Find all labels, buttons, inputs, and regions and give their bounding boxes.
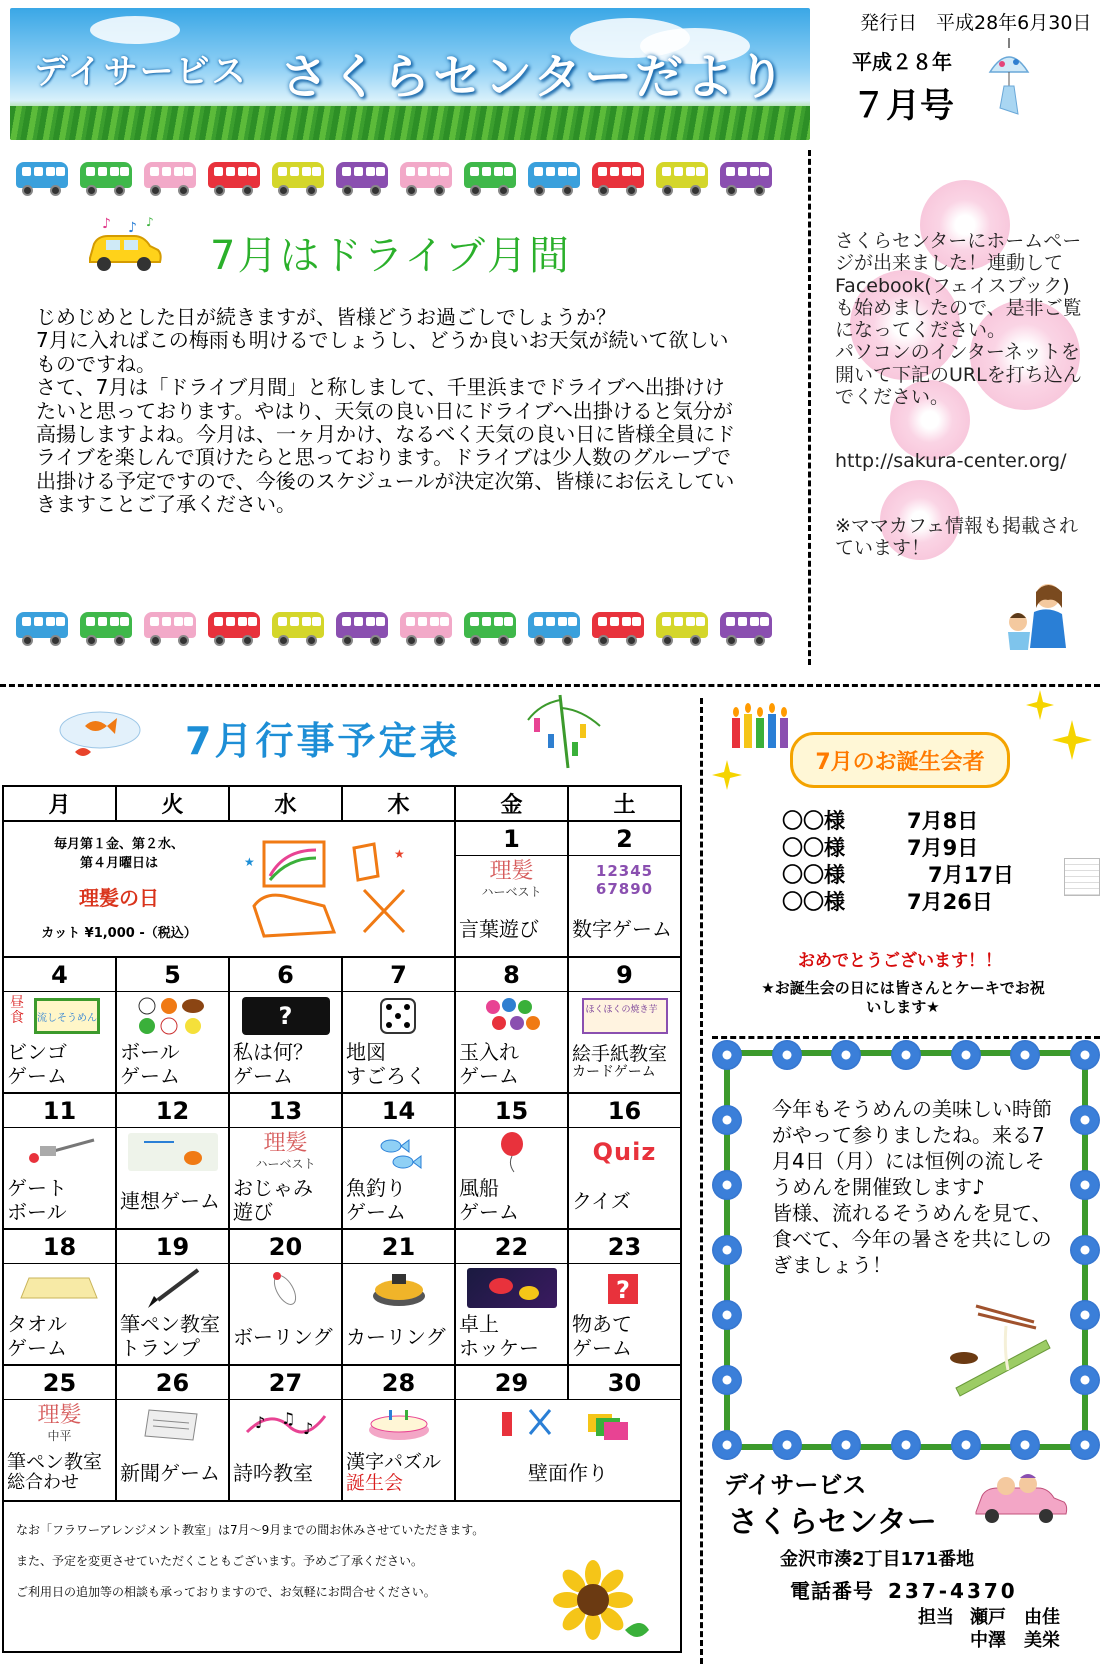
bus-icon (720, 612, 772, 646)
birthday-date: 7月9日 (907, 835, 979, 860)
morning-glory-icon (1070, 1170, 1100, 1200)
birthday-congrats: おめでとうございます！！ (798, 951, 1002, 971)
riha-provider: 中平 (47, 1428, 72, 1443)
homepage-notice (835, 208, 1085, 581)
svg-text:♪: ♪ (254, 1413, 265, 1432)
sparkle-icon (712, 760, 742, 790)
activity-label: カーリング (346, 1325, 446, 1350)
day-number: 14 (343, 1094, 454, 1128)
picture-letter-card (569, 992, 680, 1040)
activity-main: 筆ペン教室 (7, 1451, 103, 1473)
haircut-info-line1: 毎月第１金、第２水、 (53, 837, 184, 852)
day-number: 25 (4, 1366, 115, 1400)
note-line-3: ご利用日の追加等の相談も承っておりますので、お気軽にお問合せください。 (16, 1585, 436, 1600)
bus-icon (80, 162, 132, 196)
morning-glory-icon (1010, 1040, 1040, 1070)
activity-label: 筆ペン教室 トランプ (120, 1312, 220, 1360)
divider-vertical-bottom (700, 698, 703, 1664)
activity-label: 魚釣り ゲーム (346, 1176, 406, 1224)
activity-label (343, 1448, 454, 1500)
activity-label: タオル ゲーム (7, 1312, 67, 1360)
day-number: 6 (230, 958, 341, 992)
homepage-url[interactable]: http://sakura-center.org/ (835, 450, 1067, 473)
haircut-label (4, 1400, 115, 1448)
birthday-name: 〇〇様 (782, 889, 845, 914)
day-number: 15 (456, 1094, 567, 1128)
calendar-day-12[interactable] (116, 1093, 229, 1229)
activity-label: 言葉遊び (459, 917, 539, 942)
haircut-price: カット ¥1,000 -（税込） (41, 925, 197, 941)
bus-icon (16, 162, 68, 196)
day-number: 16 (569, 1094, 680, 1128)
divider-birthday-somen (712, 1036, 1100, 1039)
day-number: 4 (4, 958, 115, 992)
morning-glory-icon (1010, 1430, 1040, 1460)
day-number: 13 (230, 1094, 341, 1128)
morning-glory-icon (951, 1430, 981, 1460)
note-line-2: また、予定を変更させていただくこともございます。予めご了承ください。 (16, 1554, 424, 1569)
activity-sub: 総合わせ (7, 1471, 79, 1493)
weekday-fri: 金 (455, 786, 568, 821)
activity-label (4, 1448, 115, 1500)
sparkle-icon (1024, 690, 1094, 770)
calendar-day-1[interactable] (455, 821, 568, 957)
birthday-row (782, 835, 1014, 862)
activity-label: おじゃみ 遊び (233, 1176, 313, 1224)
calendar-week-4 (3, 1229, 681, 1365)
day-number: 12 (117, 1094, 228, 1128)
day-number: 5 (117, 958, 228, 992)
activity-label: 風船 ゲーム (459, 1176, 519, 1224)
weekday-sat: 土 (568, 786, 681, 821)
calendar-day-29-30[interactable] (455, 1365, 681, 1501)
birthday-party-label: 誕生会 (346, 1471, 404, 1494)
svg-text:♪: ♪ (302, 1419, 313, 1438)
bus-icon (720, 162, 772, 196)
calendar-day-5[interactable] (116, 957, 229, 1093)
day-number: 29 (456, 1366, 569, 1400)
numbers-picture (569, 856, 680, 904)
haircut-info-line2: 第４月曜日は (79, 855, 158, 871)
activity-sub: カードゲーム (572, 1063, 656, 1080)
calendar-day-21[interactable] (342, 1229, 455, 1365)
bus-border-bottom (16, 612, 772, 646)
weekday-header-row (3, 786, 681, 821)
staff-name: 瀬戸 由佳 (970, 1607, 1060, 1628)
homepage-notice-text: さくらセンターにホームページが出来ました！連動して Facebook(フェイスブック)も始めましたので、是非ご覧になってください。 パソコンのインターネットを開いて下記のURLを打ち込んでください。 (835, 230, 1082, 408)
bus-icon (592, 612, 644, 646)
activity-label (569, 1040, 680, 1092)
calendar-day-6[interactable] (229, 957, 342, 1093)
note-line-1: なお「フラワーアレンジメント教室」は7月～9月までの間お休みさせていただきます。 (16, 1523, 485, 1537)
morning-glory-icon (712, 1170, 742, 1200)
curling-stone-icon (343, 1264, 454, 1312)
morning-glory-icon (831, 1040, 861, 1070)
activity-label: 地図 すごろく (346, 1040, 426, 1088)
bus-icon (464, 612, 516, 646)
morning-glory-icon (1070, 1300, 1100, 1330)
dice-icon (343, 992, 454, 1040)
morning-glory-icon (1070, 1235, 1100, 1265)
birthday-date: 7月17日 (907, 862, 1014, 887)
craft-supplies-icon (456, 1400, 680, 1448)
birthday-list (782, 808, 1014, 916)
phone-label: 電話番号 (790, 1579, 874, 1603)
day-number: 23 (569, 1230, 680, 1264)
music-notes-icon (230, 1400, 341, 1448)
message-card-icon (1064, 858, 1100, 896)
towel-icon (4, 1264, 115, 1312)
newspaper-icon (117, 1400, 228, 1448)
nagashi-somen-picture (4, 992, 115, 1040)
bus-icon (16, 612, 68, 646)
bus-icon (208, 162, 260, 196)
bus-icon (400, 612, 452, 646)
morning-glory-icon (891, 1040, 921, 1070)
staff-label: 担当 (918, 1607, 954, 1628)
morning-glory-icon (712, 1235, 742, 1265)
haircut-chair-icon (244, 836, 424, 944)
schedule-title: 7月行事予定表 (185, 719, 461, 763)
candles-icon (728, 700, 798, 750)
banner-title: さくらセンターだより (280, 49, 789, 105)
riha-label: 理髪 (263, 1130, 308, 1156)
divider-horizontal (0, 684, 1100, 687)
quiz-logo (569, 1128, 680, 1176)
activity-label: ボール ゲーム (120, 1040, 180, 1088)
air-hockey-icon (456, 1264, 567, 1312)
haircut-label (230, 1128, 341, 1176)
bus-icon (80, 612, 132, 646)
activity-label: ゲート ボール (7, 1176, 67, 1224)
day-number: 9 (569, 958, 680, 992)
activity-label: 壁面作り (528, 1461, 608, 1486)
activity-label: 卓上 ホッケー (459, 1312, 539, 1360)
morning-glory-icon (1070, 1365, 1100, 1395)
weekday-mon: 月 (3, 786, 116, 821)
morning-glory-icon (712, 1040, 742, 1070)
quiz-logo-text: Quiz (592, 1138, 657, 1166)
svg-text:?: ? (615, 1276, 630, 1304)
activity-main: 漢字パズル (346, 1451, 442, 1473)
nagashi-somen-sign: 流しそうめん (34, 998, 100, 1034)
activity-label: 数字ゲーム (572, 917, 672, 942)
balloon-icon (456, 1128, 567, 1176)
birthday-date: 7月8日 (907, 809, 979, 833)
brush-pen-icon (117, 1264, 228, 1312)
svg-text:♪: ♪ (102, 216, 111, 232)
day-number: 20 (230, 1230, 341, 1264)
birthday-cake-icon (343, 1400, 454, 1448)
calendar-day-7[interactable] (342, 957, 455, 1093)
day-number: 21 (343, 1230, 454, 1264)
issue-year: 平成２８年 (852, 50, 952, 74)
svg-text:★: ★ (244, 855, 255, 869)
riha-provider: ハーベスト (255, 1156, 316, 1171)
schedule-calendar (2, 785, 682, 1502)
birthday-row (782, 862, 1014, 889)
picture-letter-card-text: ほくほくの焼き芋 (582, 998, 668, 1034)
calendar-day-22[interactable] (455, 1229, 568, 1365)
bus-icon (464, 162, 516, 196)
elderly-couple-car-icon (968, 1468, 1078, 1528)
bus-icon (144, 612, 196, 646)
day-number: 27 (230, 1366, 341, 1400)
activity-label: ボーリング (233, 1325, 333, 1350)
haircut-day-label: 理髪の日 (79, 885, 159, 910)
birthday-row (782, 889, 1014, 916)
svg-text:★: ★ (394, 847, 405, 861)
day-number: 8 (456, 958, 567, 992)
day-number: 7 (343, 958, 454, 992)
activity-label: クイズ (572, 1189, 631, 1214)
weekday-thu: 木 (342, 786, 455, 821)
day-number: 28 (343, 1366, 454, 1400)
fish-icon (343, 1128, 454, 1176)
birthday-name: 〇〇様 (782, 835, 845, 860)
phone-value[interactable]: 237-4370 (888, 1579, 1018, 1603)
calendar-day-27[interactable] (229, 1365, 342, 1501)
calendar-week-3 (3, 1093, 681, 1229)
drive-month-title: 7月はドライブ月間 (210, 233, 572, 279)
bus-border-top (16, 162, 772, 196)
weekday-tue: 火 (116, 786, 229, 821)
calendar-day-16[interactable] (568, 1093, 681, 1229)
nagashi-somen-icon (946, 1300, 1056, 1400)
morning-glory-icon (712, 1365, 742, 1395)
haircut-label (456, 856, 567, 904)
banner-subtitle: デイサービス (34, 52, 248, 92)
gateball-icon (4, 1128, 115, 1176)
bowling-pin-icon (230, 1264, 341, 1312)
birthday-title: 7月のお誕生会者 (790, 732, 1010, 788)
calendar-week-1 (3, 821, 681, 957)
activity-label: 新聞ゲーム (120, 1461, 220, 1486)
issue-date: 発行日 平成28年6月30日 (860, 12, 1092, 34)
bus-icon (208, 612, 260, 646)
question-head-icon (230, 992, 341, 1040)
calendar-day-9[interactable] (568, 957, 681, 1093)
staff-row (918, 1629, 1060, 1652)
haircut-day-info (3, 821, 455, 957)
calendar-day-19[interactable] (116, 1229, 229, 1365)
calendar-day-2[interactable] (568, 821, 681, 957)
calendar-day-26[interactable] (116, 1365, 229, 1501)
bus-icon (656, 162, 708, 196)
staff-name: 中澤 美栄 (970, 1630, 1060, 1652)
day-number: 2 (569, 822, 680, 856)
bus-icon (272, 162, 324, 196)
bus-icon (400, 162, 452, 196)
divider-vertical-top (808, 150, 811, 665)
riha-label: 理髪 (37, 1402, 82, 1428)
day-number: 22 (456, 1230, 567, 1264)
morning-glory-icon (712, 1105, 742, 1135)
drive-month-text (36, 306, 736, 517)
bus-icon (656, 612, 708, 646)
sunflower-icon (545, 1560, 655, 1650)
day-number: 11 (4, 1094, 115, 1128)
question-box-icon (569, 1264, 680, 1312)
calendar-day-18[interactable] (3, 1229, 116, 1365)
svg-text:♪: ♪ (146, 215, 154, 229)
morning-glory-icon (712, 1300, 742, 1330)
day-number: 26 (117, 1366, 228, 1400)
calendar-day-15[interactable] (455, 1093, 568, 1229)
bus-icon (336, 162, 388, 196)
balls-icon (117, 992, 228, 1040)
activity-main: 絵手紙教室 (572, 1043, 668, 1065)
day-number: 1 (456, 822, 567, 856)
org-name-line2: さくらセンター (728, 1505, 937, 1540)
morning-glory-icon (772, 1430, 802, 1460)
morning-glory-icon (891, 1430, 921, 1460)
calendar-day-14[interactable] (342, 1093, 455, 1229)
beanbag-balls-icon (456, 992, 567, 1040)
nagashi-somen-text: 今年もそうめんの美味しい時節がやって参りましたね。来る7月4日（月）には恒例の流しそうめんを開催致します♪ 皆様、流れるそうめんを見て、食べて、今年の暑さを共にしのぎましょう！ (772, 1097, 1052, 1277)
calendar-day-8[interactable] (455, 957, 568, 1093)
car-icon (84, 214, 164, 276)
association-game-picture (117, 1128, 228, 1176)
drive-month-paragraph: じめじめとした日が続きますが、皆様どうお過ごしでしょうか？ 7月に入ればこの梅雨も明けるでしょうし、どうか良いお天気が続いて欲しいものですね。 さて、7月は「ドライブ月間」と称しまして、千里浜までドライブへ出掛けけたいと思っております。やはり、天気の良い日にドライブへ出掛けると気分が高揚しますよね。今月は、一ヶ月かけ、なるべく天気の良い日に皆様全員にドライブを楽しんで頂けたらと思っております。ドライブは少人数のグループで出掛ける予定ですので、今後のスケジュールが決定次第、皆様にお伝えしていきますことご了承ください。 (36, 305, 736, 517)
birthday-date: 7月26日 (907, 889, 993, 914)
activity-label: ビンゴ ゲーム (7, 1040, 67, 1088)
activity-label: 詩吟教室 (233, 1461, 313, 1486)
staff-contacts (918, 1606, 1060, 1653)
birthday-name: 〇〇様 (782, 809, 845, 833)
bus-icon (144, 162, 196, 196)
morning-glory-icon (951, 1040, 981, 1070)
morning-glory-icon (1070, 1040, 1100, 1070)
wind-chime-icon (978, 38, 1040, 116)
morning-glory-icon (1070, 1105, 1100, 1135)
address: 金沢市湊2丁目171番地 (780, 1549, 975, 1570)
birthday-name: 〇〇様 (782, 862, 845, 887)
bus-icon (336, 612, 388, 646)
morning-glory-icon (712, 1430, 742, 1460)
calendar-week-2 (3, 957, 681, 1093)
riha-provider: ハーベスト (481, 884, 542, 899)
activity-label: 物あて ゲーム (572, 1312, 632, 1360)
activity-label: 連想ゲーム (120, 1189, 220, 1214)
calendar-day-4[interactable] (3, 957, 116, 1093)
weekday-wed: 水 (229, 786, 342, 821)
calendar-day-11[interactable] (3, 1093, 116, 1229)
day-number: 30 (569, 1366, 680, 1400)
bus-icon (528, 162, 580, 196)
staff-row (918, 1606, 1060, 1629)
bus-icon (272, 612, 324, 646)
issue-month: ７月号 (852, 86, 954, 126)
bus-icon (528, 612, 580, 646)
svg-text:♪: ♪ (128, 220, 137, 236)
birthday-row (782, 808, 1014, 835)
calendar-day-28[interactable] (342, 1365, 455, 1501)
calendar-week-5 (3, 1365, 681, 1501)
morning-glory-icon (1070, 1430, 1100, 1460)
phone-number (790, 1575, 1018, 1604)
birthday-note: ★お誕生会の日には皆さんとケーキでお祝いします★ (761, 979, 1045, 1016)
riha-label: 理髪 (489, 858, 534, 884)
morning-glory-icon (772, 1040, 802, 1070)
day-number: 19 (117, 1230, 228, 1264)
calendar-day-25[interactable] (3, 1365, 116, 1501)
numbers-picture-text: 12345 67890 (595, 862, 654, 898)
goldfish-icon (55, 700, 145, 770)
org-name-line1: デイサービス (724, 1471, 867, 1499)
day-number: 18 (4, 1230, 115, 1264)
mother-child-illustration (990, 578, 1080, 658)
tanabata-bamboo-icon (520, 690, 605, 770)
svg-text:♫: ♫ (280, 1409, 295, 1428)
calendar-day-13[interactable] (229, 1093, 342, 1229)
calendar-day-23[interactable] (568, 1229, 681, 1365)
activity-label: 私は何？ ゲーム (233, 1040, 313, 1088)
activity-label: 玉入れ ゲーム (459, 1040, 519, 1088)
mama-cafe-note: ※ママカフェ情報も掲載されています！ (835, 514, 1078, 559)
question-mark: ? (242, 997, 330, 1035)
morning-glory-icon (831, 1430, 861, 1460)
bus-icon (592, 162, 644, 196)
lunch-label: 昼 食 (10, 995, 24, 1027)
calendar-day-20[interactable] (229, 1229, 342, 1365)
